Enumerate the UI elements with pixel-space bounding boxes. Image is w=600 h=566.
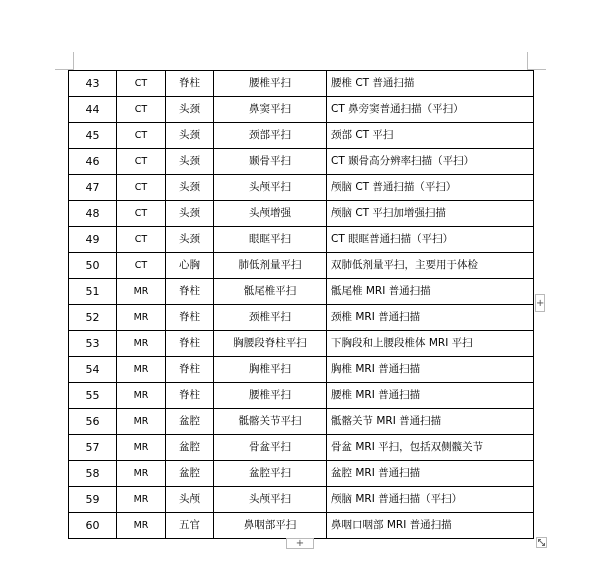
cell-description[interactable]: 盆腔 MRI 普通扫描 xyxy=(327,461,534,487)
cell-exam-item[interactable]: 鼻窦平扫 xyxy=(214,97,327,123)
table-row xyxy=(69,435,534,461)
cell-modality[interactable]: CT xyxy=(117,227,166,253)
cell-modality[interactable]: MR xyxy=(117,409,166,435)
cell-description[interactable]: 颈椎 MRI 普通扫描 xyxy=(327,305,534,331)
cell-exam-item[interactable]: 颈椎平扫 xyxy=(214,305,327,331)
cell-body-region[interactable]: 头颈 xyxy=(166,175,214,201)
table-row xyxy=(69,487,534,513)
add-row-button[interactable]: + xyxy=(286,538,314,549)
cell-modality[interactable]: MR xyxy=(117,279,166,305)
table-row xyxy=(69,409,534,435)
cell-body-region[interactable]: 盆腔 xyxy=(166,435,214,461)
add-column-button[interactable]: + xyxy=(535,294,545,312)
cell-body-region[interactable]: 头颈 xyxy=(166,123,214,149)
cell-body-region[interactable]: 脊柱 xyxy=(166,357,214,383)
cell-description[interactable]: 双肺低剂量平扫，主要用于体检 xyxy=(327,253,534,279)
cell-exam-item[interactable]: 头颅平扫 xyxy=(214,175,327,201)
cell-description[interactable]: 腰椎 MRI 普通扫描 xyxy=(327,383,534,409)
table-resize-handle[interactable] xyxy=(536,537,547,548)
cell-description[interactable]: 胸椎 MRI 普通扫描 xyxy=(327,357,534,383)
cell-body-region[interactable]: 盆腔 xyxy=(166,461,214,487)
cell-exam-item[interactable]: 盆腔平扫 xyxy=(214,461,327,487)
cell-number[interactable]: 57 xyxy=(69,435,117,461)
cell-modality[interactable]: MR xyxy=(117,357,166,383)
cell-exam-item[interactable]: 鼻咽部平扫 xyxy=(214,513,327,539)
cell-body-region[interactable]: 五官 xyxy=(166,513,214,539)
cell-exam-item[interactable]: 骶髂关节平扫 xyxy=(214,409,327,435)
cell-description[interactable]: 颅脑 MRI 普通扫描（平扫） xyxy=(327,487,534,513)
table-row xyxy=(69,175,534,201)
cell-body-region[interactable]: 脊柱 xyxy=(166,279,214,305)
cell-body-region[interactable]: 脊柱 xyxy=(166,71,214,97)
cell-description[interactable]: CT 鼻旁窦普通扫描（平扫） xyxy=(327,97,534,123)
table-row xyxy=(69,71,534,97)
cell-description[interactable]: 骶髂关节 MRI 普通扫描 xyxy=(327,409,534,435)
table-row xyxy=(69,97,534,123)
cell-modality[interactable]: CT xyxy=(117,253,166,279)
cell-modality[interactable]: CT xyxy=(117,71,166,97)
cell-exam-item[interactable]: 眼眶平扫 xyxy=(214,227,327,253)
cell-exam-item[interactable]: 颞骨平扫 xyxy=(214,149,327,175)
cell-body-region[interactable]: 头颅 xyxy=(166,487,214,513)
cell-description[interactable]: 骨盆 MRI 平扫，包括双侧髋关节 xyxy=(327,435,534,461)
cell-body-region[interactable]: 头颈 xyxy=(166,201,214,227)
cell-number[interactable]: 50 xyxy=(69,253,117,279)
table-row xyxy=(69,149,534,175)
cell-exam-item[interactable]: 骶尾椎平扫 xyxy=(214,279,327,305)
cell-number[interactable]: 46 xyxy=(69,149,117,175)
cell-exam-item[interactable]: 头颅增强 xyxy=(214,201,327,227)
cell-number[interactable]: 56 xyxy=(69,409,117,435)
cell-description[interactable]: CT 颞骨高分辨率扫描（平扫） xyxy=(327,149,534,175)
cell-number[interactable]: 59 xyxy=(69,487,117,513)
cell-modality[interactable]: MR xyxy=(117,487,166,513)
cell-number[interactable]: 52 xyxy=(69,305,117,331)
crop-mark-top-right-vertical xyxy=(527,52,528,70)
cell-modality[interactable]: CT xyxy=(117,201,166,227)
cell-exam-item[interactable]: 胸腰段脊柱平扫 xyxy=(214,331,327,357)
cell-body-region[interactable]: 盆腔 xyxy=(166,409,214,435)
cell-number[interactable]: 48 xyxy=(69,201,117,227)
cell-description[interactable]: 颅脑 CT 平扫加增强扫描 xyxy=(327,201,534,227)
cell-modality[interactable]: CT xyxy=(117,149,166,175)
cell-body-region[interactable]: 脊柱 xyxy=(166,331,214,357)
table-row xyxy=(69,513,534,539)
table-row xyxy=(69,123,534,149)
table-row xyxy=(69,253,534,279)
cell-description[interactable]: 骶尾椎 MRI 普通扫描 xyxy=(327,279,534,305)
exam-items-table[interactable] xyxy=(68,70,534,539)
cell-modality[interactable]: MR xyxy=(117,383,166,409)
crop-mark-top-left-vertical xyxy=(73,52,74,70)
cell-body-region[interactable]: 头颈 xyxy=(166,149,214,175)
cell-modality[interactable]: MR xyxy=(117,461,166,487)
cell-modality[interactable]: MR xyxy=(117,331,166,357)
cell-body-region[interactable]: 脊柱 xyxy=(166,305,214,331)
cell-body-region[interactable]: 头颈 xyxy=(166,227,214,253)
cell-exam-item[interactable]: 胸椎平扫 xyxy=(214,357,327,383)
cell-number[interactable]: 60 xyxy=(69,513,117,539)
cell-modality[interactable]: MR xyxy=(117,435,166,461)
cell-exam-item[interactable]: 头颅平扫 xyxy=(214,487,327,513)
table-row xyxy=(69,331,534,357)
cell-exam-item[interactable]: 肺低剂量平扫 xyxy=(214,253,327,279)
table-row xyxy=(69,461,534,487)
cell-modality[interactable]: CT xyxy=(117,97,166,123)
cell-modality[interactable]: CT xyxy=(117,123,166,149)
cell-modality[interactable]: MR xyxy=(117,513,166,539)
cell-description[interactable]: 颅脑 CT 普通扫描（平扫） xyxy=(327,175,534,201)
cell-exam-item[interactable]: 腰椎平扫 xyxy=(214,383,327,409)
cell-body-region[interactable]: 心胸 xyxy=(166,253,214,279)
cell-number[interactable]: 51 xyxy=(69,279,117,305)
cell-modality[interactable]: CT xyxy=(117,175,166,201)
table-body xyxy=(69,71,534,539)
cell-number[interactable]: 54 xyxy=(69,357,117,383)
cell-description[interactable]: CT 眼眶普通扫描（平扫） xyxy=(327,227,534,253)
table-row xyxy=(69,227,534,253)
cell-body-region[interactable]: 头颈 xyxy=(166,97,214,123)
cell-exam-item[interactable]: 骨盆平扫 xyxy=(214,435,327,461)
cell-number[interactable]: 58 xyxy=(69,461,117,487)
cell-exam-item[interactable]: 颈部平扫 xyxy=(214,123,327,149)
table-row xyxy=(69,201,534,227)
cell-description[interactable]: 下胸段和上腰段椎体 MRI 平扫 xyxy=(327,331,534,357)
cell-modality[interactable]: MR xyxy=(117,305,166,331)
cell-body-region[interactable]: 脊柱 xyxy=(166,383,214,409)
cell-exam-item[interactable]: 腰椎平扫 xyxy=(214,71,327,97)
cell-description[interactable]: 腰椎 CT 普通扫描 xyxy=(327,71,534,97)
table-row xyxy=(69,305,534,331)
cell-number[interactable]: 44 xyxy=(69,97,117,123)
cell-number[interactable]: 47 xyxy=(69,175,117,201)
table-row xyxy=(69,279,534,305)
cell-description[interactable]: 颈部 CT 平扫 xyxy=(327,123,534,149)
table-row xyxy=(69,383,534,409)
table-row xyxy=(69,357,534,383)
cell-number[interactable]: 55 xyxy=(69,383,117,409)
cell-number[interactable]: 43 xyxy=(69,71,117,97)
cell-number[interactable]: 49 xyxy=(69,227,117,253)
cell-description[interactable]: 鼻咽口咽部 MRI 普通扫描 xyxy=(327,513,534,539)
resize-diagonal-icon xyxy=(537,538,546,547)
cell-number[interactable]: 53 xyxy=(69,331,117,357)
cell-number[interactable]: 45 xyxy=(69,123,117,149)
